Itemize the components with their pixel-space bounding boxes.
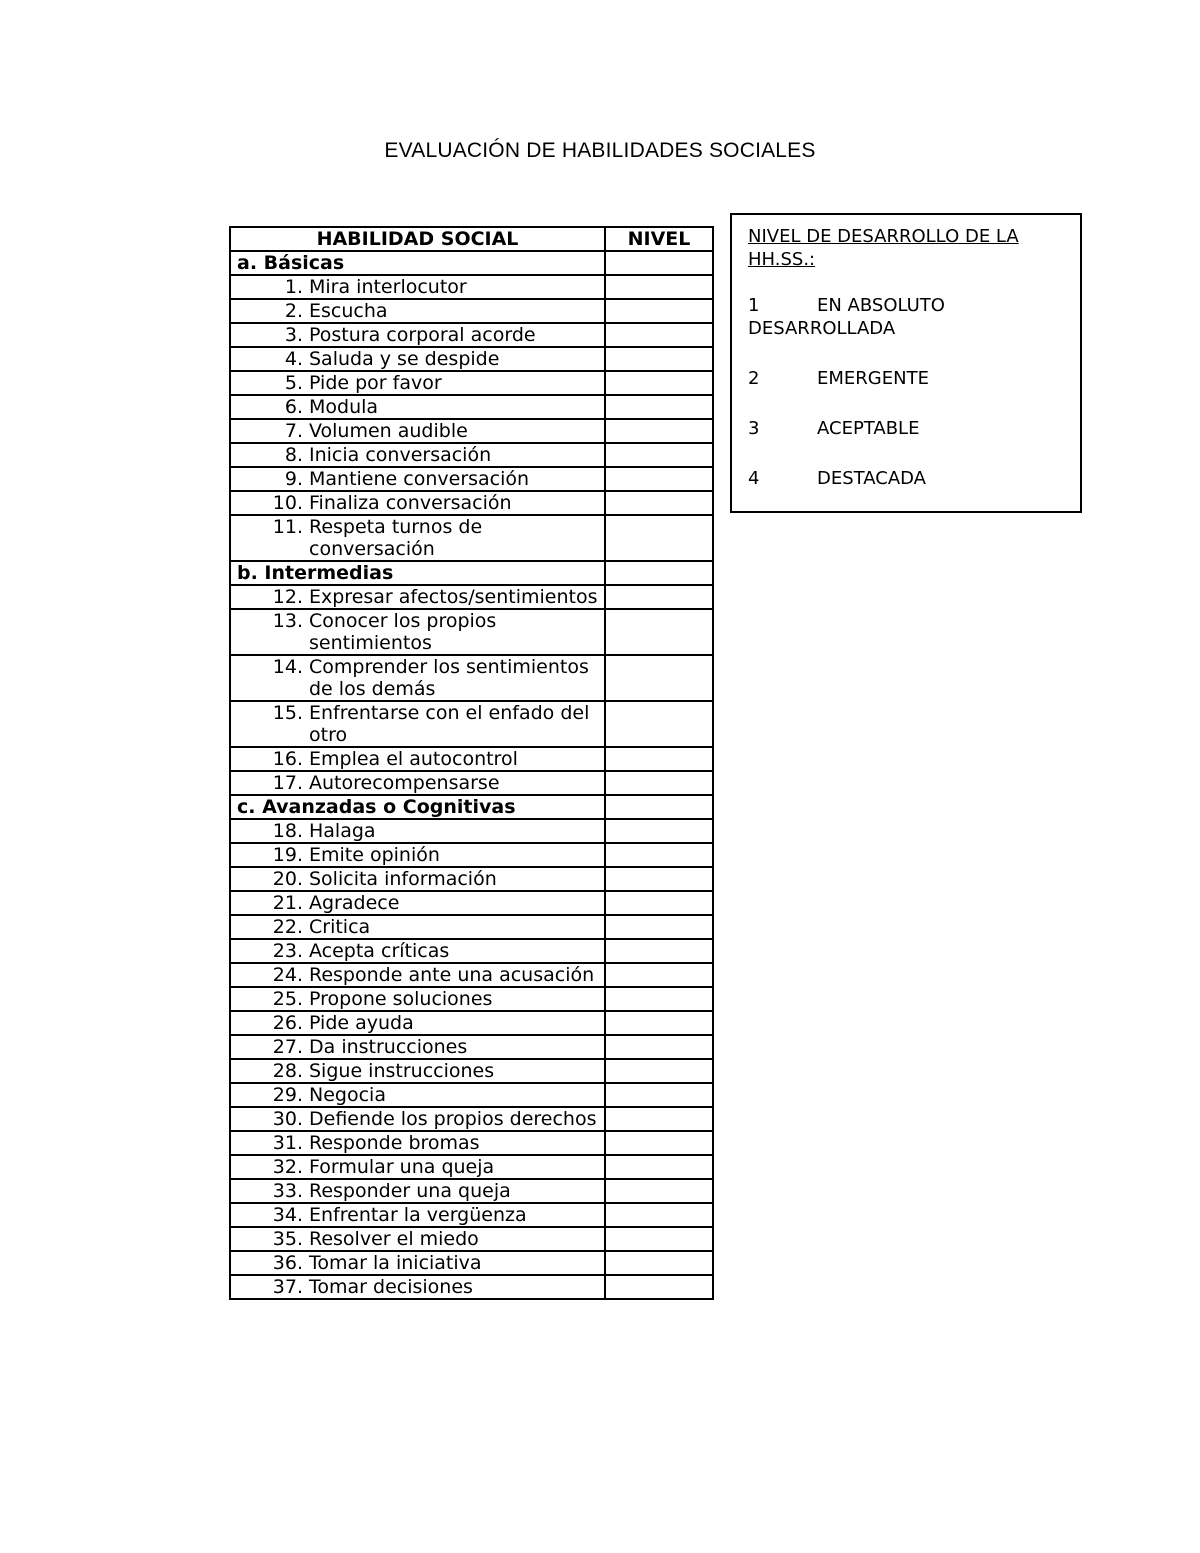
skill-number: 8. — [284, 444, 303, 466]
skill-text: Acepta críticas — [309, 940, 450, 962]
skill-cell — [230, 987, 605, 1011]
level-cell[interactable] — [605, 395, 713, 419]
table-row — [230, 1035, 713, 1059]
legend-level-4 — [748, 467, 1064, 490]
skill-cell — [230, 419, 605, 443]
table-row — [230, 299, 713, 323]
skill-text: Critica — [309, 916, 371, 938]
skill-text: Postura corporal acorde — [309, 324, 536, 346]
skill-text: Inicia conversación — [309, 444, 492, 466]
level-cell[interactable] — [605, 1035, 713, 1059]
skill-text: Mira interlocutor — [309, 276, 467, 298]
level-cell[interactable] — [605, 371, 713, 395]
skill-cell — [230, 1035, 605, 1059]
skill-text: Halaga — [309, 820, 376, 842]
skill-text: Conocer los propios sentimientos — [309, 610, 497, 654]
skill-cell — [230, 1275, 605, 1299]
table-row — [230, 771, 713, 795]
table-row — [230, 939, 713, 963]
table-row — [230, 1107, 713, 1131]
skill-number: 37. — [272, 1276, 303, 1298]
legend-level-number: 2 — [748, 368, 760, 389]
skill-cell — [230, 747, 605, 771]
skill-cell — [230, 443, 605, 467]
table-row — [230, 1155, 713, 1179]
skill-cell — [230, 939, 605, 963]
table-row — [230, 867, 713, 891]
level-cell[interactable] — [605, 609, 713, 655]
skill-cell — [230, 323, 605, 347]
legend-level-label: ACEPTABLE — [817, 418, 920, 439]
level-cell[interactable] — [605, 561, 713, 585]
legend-level-number: 1 — [748, 295, 760, 316]
table-row — [230, 843, 713, 867]
table-row — [230, 467, 713, 491]
skill-text: Saluda y se despide — [309, 348, 500, 370]
skill-cell — [230, 1059, 605, 1083]
table-row — [230, 515, 713, 561]
skill-number: 4. — [284, 348, 303, 370]
skill-cell — [230, 891, 605, 915]
skill-cell — [230, 491, 605, 515]
table-row — [230, 395, 713, 419]
skill-text: Modula — [309, 396, 379, 418]
skill-text: Mantiene conversación — [309, 468, 530, 490]
table-row — [230, 609, 713, 655]
skill-text: Respeta turnos de conversación — [309, 516, 483, 560]
skill-text: Formular una queja — [309, 1156, 495, 1178]
skill-text: Pide por favor — [309, 372, 442, 394]
skill-text: Emite opinión — [309, 844, 440, 866]
level-cell[interactable] — [605, 795, 713, 819]
level-legend-box — [730, 213, 1082, 513]
skill-text: Negocia — [309, 1084, 386, 1106]
table-row — [230, 1275, 713, 1299]
legend-level-label: EMERGENTE — [817, 368, 929, 389]
skill-text: Responde bromas — [309, 1132, 480, 1154]
skill-text: Responder una queja — [309, 1180, 511, 1202]
skills-table — [229, 226, 714, 1300]
level-cell[interactable] — [605, 443, 713, 467]
skill-number: 19. — [272, 844, 303, 866]
table-row — [230, 585, 713, 609]
table-row — [230, 1011, 713, 1035]
skill-text: Enfrentar la vergüenza — [309, 1204, 527, 1226]
table-row — [230, 1131, 713, 1155]
skill-text: Resolver el miedo — [309, 1228, 479, 1250]
table-row — [230, 987, 713, 1011]
level-cell[interactable] — [605, 1227, 713, 1251]
skill-number: 3. — [284, 324, 303, 346]
level-cell[interactable] — [605, 491, 713, 515]
skill-cell — [230, 395, 605, 419]
level-cell[interactable] — [605, 939, 713, 963]
skill-number: 21. — [272, 892, 303, 914]
level-cell[interactable] — [605, 655, 713, 701]
skill-cell — [230, 299, 605, 323]
table-row — [230, 1059, 713, 1083]
skill-number: 28. — [272, 1060, 303, 1082]
skill-text: Defiende los propios derechos — [309, 1108, 597, 1130]
table-row — [230, 655, 713, 701]
level-cell[interactable] — [605, 701, 713, 747]
legend-level-1 — [748, 294, 1064, 340]
skill-cell — [230, 867, 605, 891]
skill-text: Pide ayuda — [309, 1012, 414, 1034]
skill-cell — [230, 1011, 605, 1035]
skill-number: 20. — [272, 868, 303, 890]
table-row — [230, 747, 713, 771]
skill-number: 22. — [272, 916, 303, 938]
section-row — [230, 251, 713, 275]
table-row — [230, 1227, 713, 1251]
level-cell[interactable] — [605, 1059, 713, 1083]
skill-number: 5. — [284, 372, 303, 394]
legend-level-3 — [748, 417, 1064, 440]
skill-cell — [230, 371, 605, 395]
level-cell[interactable] — [605, 867, 713, 891]
skill-number: 31. — [272, 1132, 303, 1154]
skill-number: 25. — [272, 988, 303, 1010]
level-cell[interactable] — [605, 1155, 713, 1179]
legend-title: NIVEL DE DESARROLLO DE LA HH.SS.: — [748, 226, 1019, 270]
skill-text: Tomar decisiones — [309, 1276, 473, 1298]
level-cell[interactable] — [605, 347, 713, 371]
level-cell[interactable] — [605, 1083, 713, 1107]
skill-text: Escucha — [309, 300, 388, 322]
skill-cell — [230, 1227, 605, 1251]
table-row — [230, 347, 713, 371]
legend-level-number: 3 — [748, 418, 760, 439]
legend-level-2 — [748, 367, 1064, 390]
skill-text: Enfrentarse con el enfado del otro — [309, 702, 590, 746]
skill-text: Comprender los sentimientos de los demás — [309, 656, 589, 700]
table-row — [230, 915, 713, 939]
level-cell[interactable] — [605, 1275, 713, 1299]
skill-number: 11. — [272, 516, 303, 538]
skill-number: 15. — [272, 702, 303, 724]
skill-cell — [230, 963, 605, 987]
skill-text: Volumen audible — [309, 420, 468, 442]
skill-number: 10. — [272, 492, 303, 514]
table-row — [230, 701, 713, 747]
skill-cell — [230, 655, 605, 701]
level-cell[interactable] — [605, 987, 713, 1011]
level-cell[interactable] — [605, 299, 713, 323]
skill-text: Agradece — [309, 892, 400, 914]
skill-cell — [230, 1179, 605, 1203]
section-label: a. Básicas — [230, 251, 605, 275]
table-row — [230, 1251, 713, 1275]
table-row — [230, 443, 713, 467]
level-cell[interactable] — [605, 419, 713, 443]
level-cell[interactable] — [605, 515, 713, 561]
legend-level-label: EN ABSOLUTO DESARROLLADA — [748, 295, 945, 339]
table-header-row — [230, 227, 713, 251]
skill-number: 29. — [272, 1084, 303, 1106]
table-row — [230, 1179, 713, 1203]
skill-cell — [230, 915, 605, 939]
table-row — [230, 323, 713, 347]
page-title: EVALUACIÓN DE HABILIDADES SOCIALES — [384, 139, 816, 162]
skill-text: Finaliza conversación — [309, 492, 512, 514]
level-cell[interactable] — [605, 467, 713, 491]
skill-number: 18. — [272, 820, 303, 842]
skill-text: Responde ante una acusación — [309, 964, 595, 986]
skill-text: Autorecompensarse — [309, 772, 500, 794]
level-cell[interactable] — [605, 819, 713, 843]
skill-cell — [230, 701, 605, 747]
skill-number: 7. — [284, 420, 303, 442]
level-cell[interactable] — [605, 771, 713, 795]
skill-cell — [230, 1131, 605, 1155]
skill-cell — [230, 275, 605, 299]
level-cell[interactable] — [605, 1251, 713, 1275]
table-row — [230, 275, 713, 299]
skills-body — [230, 251, 713, 1299]
level-cell[interactable] — [605, 963, 713, 987]
skill-number: 30. — [272, 1108, 303, 1130]
skill-number: 17. — [272, 772, 303, 794]
header-level: NIVEL — [605, 227, 713, 251]
skill-number: 35. — [272, 1228, 303, 1250]
skill-number: 23. — [272, 940, 303, 962]
skill-text: Sigue instrucciones — [309, 1060, 495, 1082]
header-skill: HABILIDAD SOCIAL — [230, 227, 605, 251]
skill-text: Da instrucciones — [309, 1036, 468, 1058]
table-row — [230, 1083, 713, 1107]
level-cell[interactable] — [605, 747, 713, 771]
table-row — [230, 371, 713, 395]
table-row — [230, 891, 713, 915]
skill-cell — [230, 1155, 605, 1179]
table-row — [230, 419, 713, 443]
skill-cell — [230, 1083, 605, 1107]
table-row — [230, 963, 713, 987]
skill-text: Tomar la iniciativa — [309, 1252, 482, 1274]
table-row — [230, 491, 713, 515]
section-row — [230, 795, 713, 819]
level-cell[interactable] — [605, 915, 713, 939]
skill-cell — [230, 585, 605, 609]
skill-number: 2. — [284, 300, 303, 322]
skill-cell — [230, 515, 605, 561]
skill-number: 24. — [272, 964, 303, 986]
skill-cell — [230, 609, 605, 655]
skill-text: Propone soluciones — [309, 988, 493, 1010]
level-cell[interactable] — [605, 1203, 713, 1227]
legend-level-label: DESTACADA — [817, 468, 926, 489]
skill-number: 1. — [284, 276, 303, 298]
level-cell[interactable] — [605, 1107, 713, 1131]
skill-cell — [230, 347, 605, 371]
section-label: b. Intermedias — [230, 561, 605, 585]
skill-cell — [230, 467, 605, 491]
skill-text: Emplea el autocontrol — [309, 748, 518, 770]
skill-cell — [230, 1107, 605, 1131]
level-cell[interactable] — [605, 585, 713, 609]
skill-text: Expresar afectos/sentimientos — [309, 586, 598, 608]
skill-cell — [230, 1251, 605, 1275]
skill-number: 13. — [272, 610, 303, 632]
legend-level-number: 4 — [748, 468, 760, 489]
section-label: c. Avanzadas o Cognitivas — [230, 795, 605, 819]
table-row — [230, 1203, 713, 1227]
skill-number: 34. — [272, 1204, 303, 1226]
level-cell[interactable] — [605, 323, 713, 347]
level-cell[interactable] — [605, 891, 713, 915]
skill-cell — [230, 771, 605, 795]
skill-number: 33. — [272, 1180, 303, 1202]
skill-number: 14. — [272, 656, 303, 678]
level-cell[interactable] — [605, 1131, 713, 1155]
table-row — [230, 819, 713, 843]
skill-number: 6. — [284, 396, 303, 418]
skill-number: 16. — [272, 748, 303, 770]
level-cell[interactable] — [605, 843, 713, 867]
skill-number: 27. — [272, 1036, 303, 1058]
skill-number: 12. — [272, 586, 303, 608]
skill-cell — [230, 843, 605, 867]
section-row — [230, 561, 713, 585]
skill-number: 32. — [272, 1156, 303, 1178]
level-cell[interactable] — [605, 275, 713, 299]
skill-number: 26. — [272, 1012, 303, 1034]
skill-number: 36. — [272, 1252, 303, 1274]
skill-text: Solicita información — [309, 868, 497, 890]
level-cell[interactable] — [605, 1011, 713, 1035]
skill-number: 9. — [284, 468, 303, 490]
skill-cell — [230, 1203, 605, 1227]
level-cell[interactable] — [605, 1179, 713, 1203]
level-cell[interactable] — [605, 251, 713, 275]
skill-cell — [230, 819, 605, 843]
